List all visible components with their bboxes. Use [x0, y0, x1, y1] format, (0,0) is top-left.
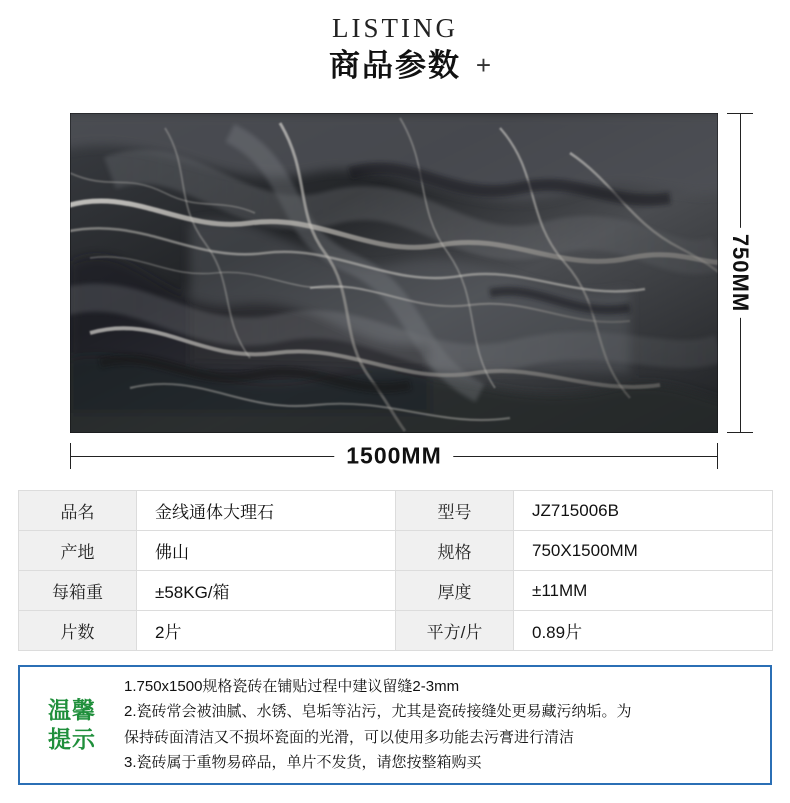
dimension-width-label: 1500MM — [334, 443, 453, 470]
spec-key: 每箱重 — [19, 571, 137, 611]
spec-table — [18, 490, 773, 651]
spec-value: 佛山 — [137, 531, 396, 571]
dimension-width — [70, 443, 718, 469]
notice-badge-line2: 提示 — [48, 726, 96, 752]
spec-key: 型号 — [396, 491, 514, 531]
spec-value: 2片 — [137, 611, 396, 651]
spec-value: 金线通体大理石 — [137, 491, 396, 531]
spec-value: ±58KG/箱 — [137, 571, 396, 611]
spec-key: 规格 — [396, 531, 514, 571]
dimension-height — [727, 113, 753, 433]
dimension-height-cap-bottom — [727, 432, 753, 433]
notice-box — [18, 665, 772, 785]
table-row — [19, 491, 773, 531]
notice-text — [124, 676, 770, 775]
notice-line: 3.瓷砖属于重物易碎品，单片不发货，请您按整箱购买 — [124, 754, 482, 771]
notice-line: 2.瓷砖常会被油腻、水锈、皂垢等沾污，尤其是瓷砖接缝处更易藏污纳垢。为 — [124, 703, 632, 720]
page-title-en: LISTING — [332, 13, 458, 43]
table-row — [19, 571, 773, 611]
plus-icon: + — [475, 50, 491, 81]
spec-key: 产地 — [19, 531, 137, 571]
notice-line: 保持砖面清洁又不损坏瓷面的光滑，可以使用多功能去污膏进行清洁 — [124, 728, 575, 746]
spec-key: 平方/片 — [396, 611, 514, 651]
marble-texture-image — [70, 113, 718, 433]
dimension-width-cap-right — [717, 443, 718, 469]
spec-value: ±11MM — [514, 571, 773, 611]
spec-value: 0.89片 — [514, 611, 773, 651]
product-image — [70, 113, 718, 433]
dimension-height-label: 750MM — [727, 228, 753, 318]
spec-key: 品名 — [19, 491, 137, 531]
page-title-cn-wrap — [329, 47, 491, 84]
page-title-cn: 商品参数 — [329, 47, 461, 83]
table-row — [19, 531, 773, 571]
spec-key: 厚度 — [396, 571, 514, 611]
spec-key: 片数 — [19, 611, 137, 651]
spec-value: JZ715006B — [514, 491, 773, 531]
notice-badge — [20, 696, 124, 754]
page-header — [0, 14, 790, 83]
spec-value: 750X1500MM — [514, 531, 773, 571]
notice-line: 1.750x1500规格瓷砖在铺贴过程中建议留缝2-3mm — [124, 677, 460, 695]
notice-badge-line1: 温馨 — [48, 697, 96, 724]
table-row — [19, 611, 773, 651]
